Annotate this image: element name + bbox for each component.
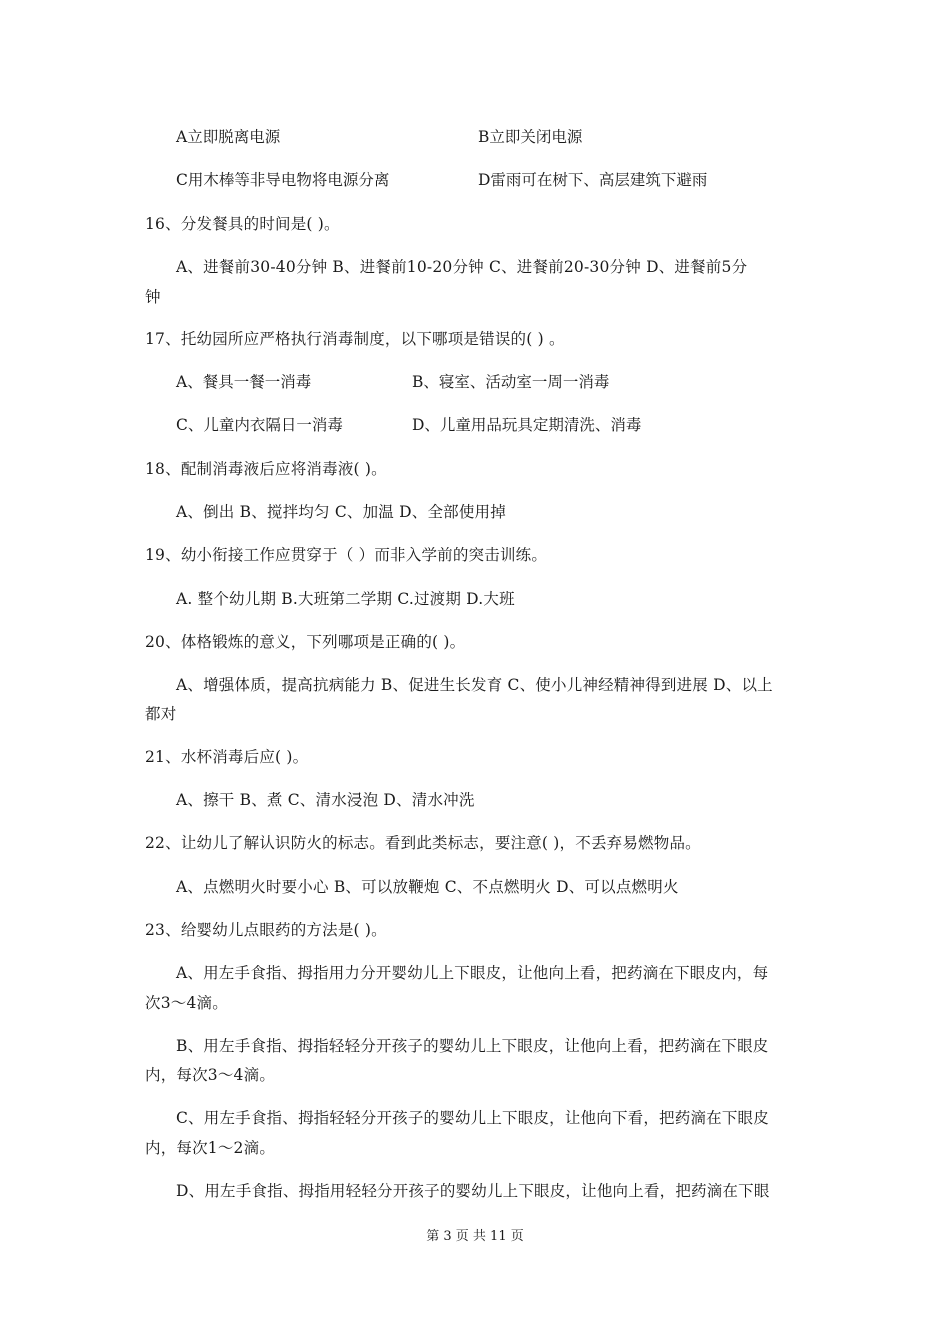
q23-option-a-line-2: 次3～4滴。	[145, 994, 228, 1012]
q23-option-c-line-2: 内，每次1～2滴。	[145, 1139, 276, 1157]
q23-option-d-line-1: D、用左手食指、拇指用轻轻分开孩子的婴幼儿上下眼皮，让他向上看，把药滴在下眼	[176, 1182, 770, 1200]
q18-options: A、倒出 B、搅拌均匀 C、加温 D、全部使用掉	[176, 503, 506, 521]
q16-stem: 16、分发餐具的时间是( )。	[145, 215, 340, 233]
q17-options-row-1	[0, 371, 950, 393]
q23-stem: 23、给婴幼儿点眼药的方法是( )。	[145, 921, 387, 939]
q18-stem: 18、配制消毒液后应将消毒液( )。	[145, 460, 387, 478]
q15-options-row-1	[0, 126, 950, 148]
q20-stem: 20、体格锻炼的意义，下列哪项是正确的( )。	[145, 633, 466, 651]
q19-stem: 19、幼小衔接工作应贯穿于（ ）而非入学前的突击训练。	[145, 546, 548, 564]
q23-option-b-line-2: 内，每次3～4滴。	[145, 1066, 276, 1084]
q15-option-a: A立即脱离电源	[176, 128, 281, 146]
q17-options-row-2	[0, 414, 950, 436]
q15-option-d: D雷雨可在树下、高层建筑下避雨	[478, 171, 708, 189]
q23-option-c-line-1: C、用左手食指、拇指轻轻分开孩子的婴幼儿上下眼皮，让他向下看，把药滴在下眼皮	[176, 1109, 769, 1127]
q22-stem: 22、让幼儿了解认识防火的标志。看到此类标志，要注意( )，不丢弃易燃物品。	[145, 834, 701, 852]
page-number-footer: 第 3 页 共 11 页	[426, 1229, 524, 1244]
q20-options-line-1: A、增强体质，提高抗病能力 B、促进生长发育 C、使小儿神经精神得到进展 D、以上	[176, 676, 773, 694]
q17-option-b: B、寝室、活动室一周一消毒	[412, 373, 610, 391]
q17-option-a: A、餐具一餐一消毒	[176, 373, 312, 391]
q16-options-line-1: A、进餐前30-40分钟 B、进餐前10-20分钟 C、进餐前20-30分钟 D、进餐前5分	[176, 258, 748, 276]
q15-option-c: C用木棒等非导电物将电源分离	[176, 171, 390, 189]
q17-option-d: D、儿童用品玩具定期清洗、消毒	[412, 416, 642, 434]
q21-stem: 21、水杯消毒后应( )。	[145, 748, 309, 766]
q15-option-b: B立即关闭电源	[478, 128, 583, 146]
q15-options-row-2	[0, 169, 950, 191]
q23-option-b-line-1: B、用左手食指、拇指轻轻分开孩子的婴幼儿上下眼皮，让他向上看，把药滴在下眼皮	[176, 1037, 769, 1055]
q16-options-line-2: 钟	[145, 288, 161, 306]
q17-option-c: C、儿童内衣隔日一消毒	[176, 416, 343, 434]
q21-options: A、擦干 B、煮 C、清水浸泡 D、清水冲洗	[176, 791, 475, 809]
q19-options: A. 整个幼儿期 B.大班第二学期 C.过渡期 D.大班	[176, 590, 515, 608]
q20-options-line-2: 都对	[145, 705, 177, 723]
q17-stem: 17、托幼园所应严格执行消毒制度，以下哪项是错误的( ) 。	[145, 330, 565, 348]
q23-option-a-line-1: A、用左手食指、拇指用力分开婴幼儿上下眼皮，让他向上看，把药滴在下眼皮内，每	[176, 964, 769, 982]
q22-options: A、点燃明火时要小心 B、可以放鞭炮 C、不点燃明火 D、可以点燃明火	[176, 878, 679, 896]
